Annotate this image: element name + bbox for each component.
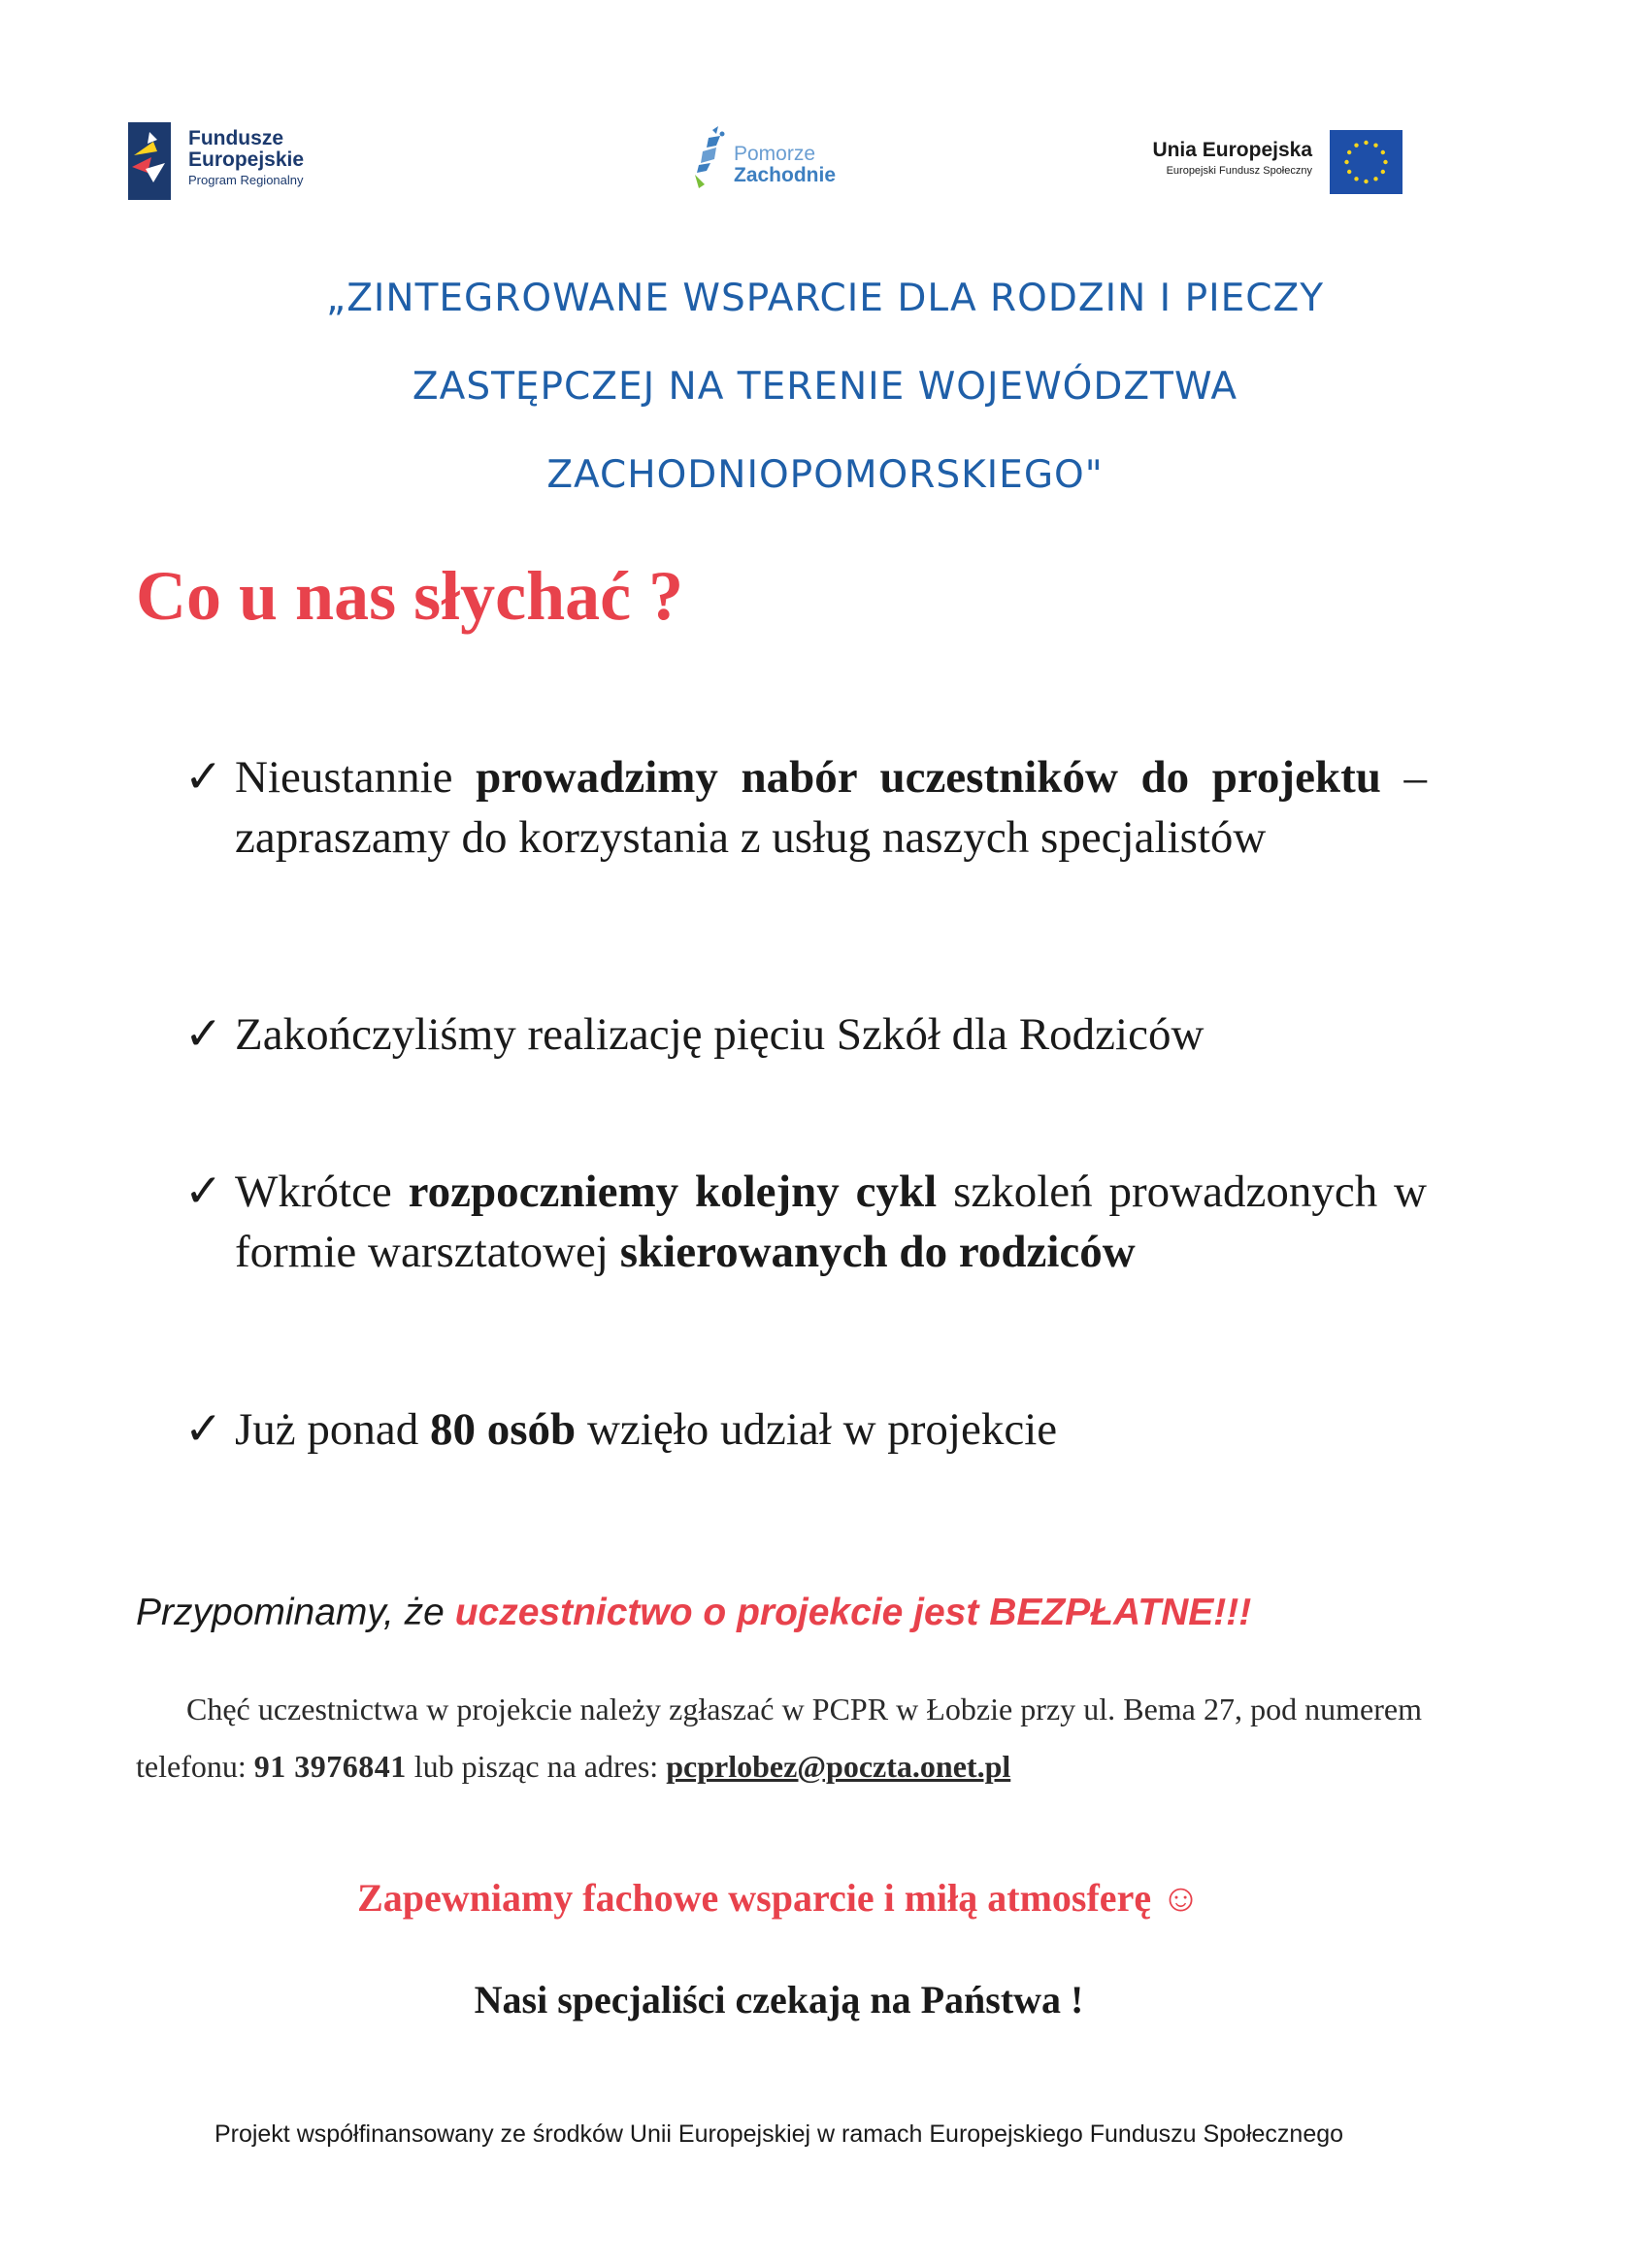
fe-name-line1: Fundusze bbox=[188, 127, 283, 149]
eu-star-icon bbox=[1347, 170, 1351, 174]
bullet-text: Nieustannie prowadzimy nabór uczestników do projektu – zapraszamy do korzystania z usług naszych specjalistów bbox=[235, 752, 1427, 863]
list-item bbox=[184, 1004, 1427, 1065]
ue-fund-name: Europejski Fundusz Społeczny bbox=[1166, 165, 1312, 177]
free-participation-reminder: Przypominamy, że uczestnictwo o projekcie jest BEZPŁATNE!!! bbox=[136, 1592, 1252, 1633]
eu-star-icon bbox=[1373, 177, 1377, 181]
checkmark-icon: ✓ bbox=[184, 1167, 223, 1217]
fe-subtitle: Program Regionalny bbox=[188, 173, 304, 187]
fe-emblem-icon bbox=[128, 122, 171, 200]
eu-star-icon bbox=[1373, 143, 1377, 147]
project-title bbox=[175, 254, 1475, 519]
list-item bbox=[184, 747, 1427, 868]
eu-star-icon bbox=[1344, 160, 1348, 164]
project-title-line3: ZACHODNIOPOMORSKIEGO" bbox=[546, 453, 1104, 497]
checkmark-icon: ✓ bbox=[184, 752, 223, 803]
checkmark-icon: ✓ bbox=[184, 1009, 223, 1060]
bullet-text: Wkrótce rozpoczniemy kolejny cykl szkoleń prowadzonych w formie warsztatowej skierowanych do rodziców bbox=[235, 1167, 1427, 1277]
fundusze-europejskie-logo bbox=[128, 118, 371, 202]
eu-star-icon bbox=[1381, 170, 1385, 174]
project-title-line1: „ZINTEGROWANE WSPARCIE DLA RODZIN I PIECZY bbox=[325, 277, 1325, 320]
specialists-waiting-text: Nasi specjaliści czekają na Państwa ! bbox=[474, 1978, 1084, 2021]
pz-emblem-icon bbox=[691, 124, 738, 194]
checkmark-icon: ✓ bbox=[184, 1404, 223, 1455]
eu-star-icon bbox=[1364, 141, 1368, 145]
eu-star-icon bbox=[1381, 150, 1385, 154]
list-item bbox=[184, 1162, 1427, 1282]
contact-info: Chęć uczestnictwa w projekcie należy zgłaszać w PCPR w Łobzie przy ul. Bema 27, pod numerem telefonu: 91 3976841 lub pisząc na adres: pcprlobez@poczta.onet.pl bbox=[136, 1692, 1422, 1784]
eu-star-icon bbox=[1364, 180, 1368, 183]
pz-name-line1: Pomorze bbox=[734, 143, 816, 165]
project-title-line2: ZASTĘPCZEJ NA TERENIE WOJEWÓDZTWA bbox=[412, 365, 1238, 409]
cofinancing-footer: Projekt współfinansowany ze środków Unii Europejskiej w ramach Europejskiego Funduszu Społecznego bbox=[214, 2120, 1344, 2148]
list-item bbox=[184, 1399, 1427, 1460]
unia-europejska-logo bbox=[1068, 128, 1402, 198]
ue-name: Unia Europejska bbox=[1152, 139, 1312, 161]
bullet-text: Już ponad 80 osób wzięło udział w projekcie bbox=[235, 1404, 1058, 1455]
pomorze-zachodnie-logo bbox=[691, 124, 905, 198]
email-link[interactable]: pcprlobez@poczta.onet.pl bbox=[666, 1749, 1011, 1784]
bullet-text: Zakończyliśmy realizację pięciu Szkół dla Rodziców bbox=[235, 1009, 1204, 1060]
headline: Co u nas słychać ? bbox=[136, 557, 684, 635]
eu-star-icon bbox=[1383, 160, 1387, 164]
assurance-text: Zapewniamy fachowe wsparcie i miłą atmosferę ☺ bbox=[357, 1876, 1201, 1920]
eu-flag-icon bbox=[1330, 130, 1402, 194]
eu-star-icon bbox=[1354, 143, 1358, 147]
phone-number: 91 3976841 bbox=[253, 1749, 407, 1784]
fe-name-line2: Europejskie bbox=[188, 148, 305, 171]
eu-star-icon bbox=[1354, 177, 1358, 181]
pz-name-line2: Zachodnie bbox=[734, 164, 837, 186]
eu-star-icon bbox=[1347, 150, 1351, 154]
